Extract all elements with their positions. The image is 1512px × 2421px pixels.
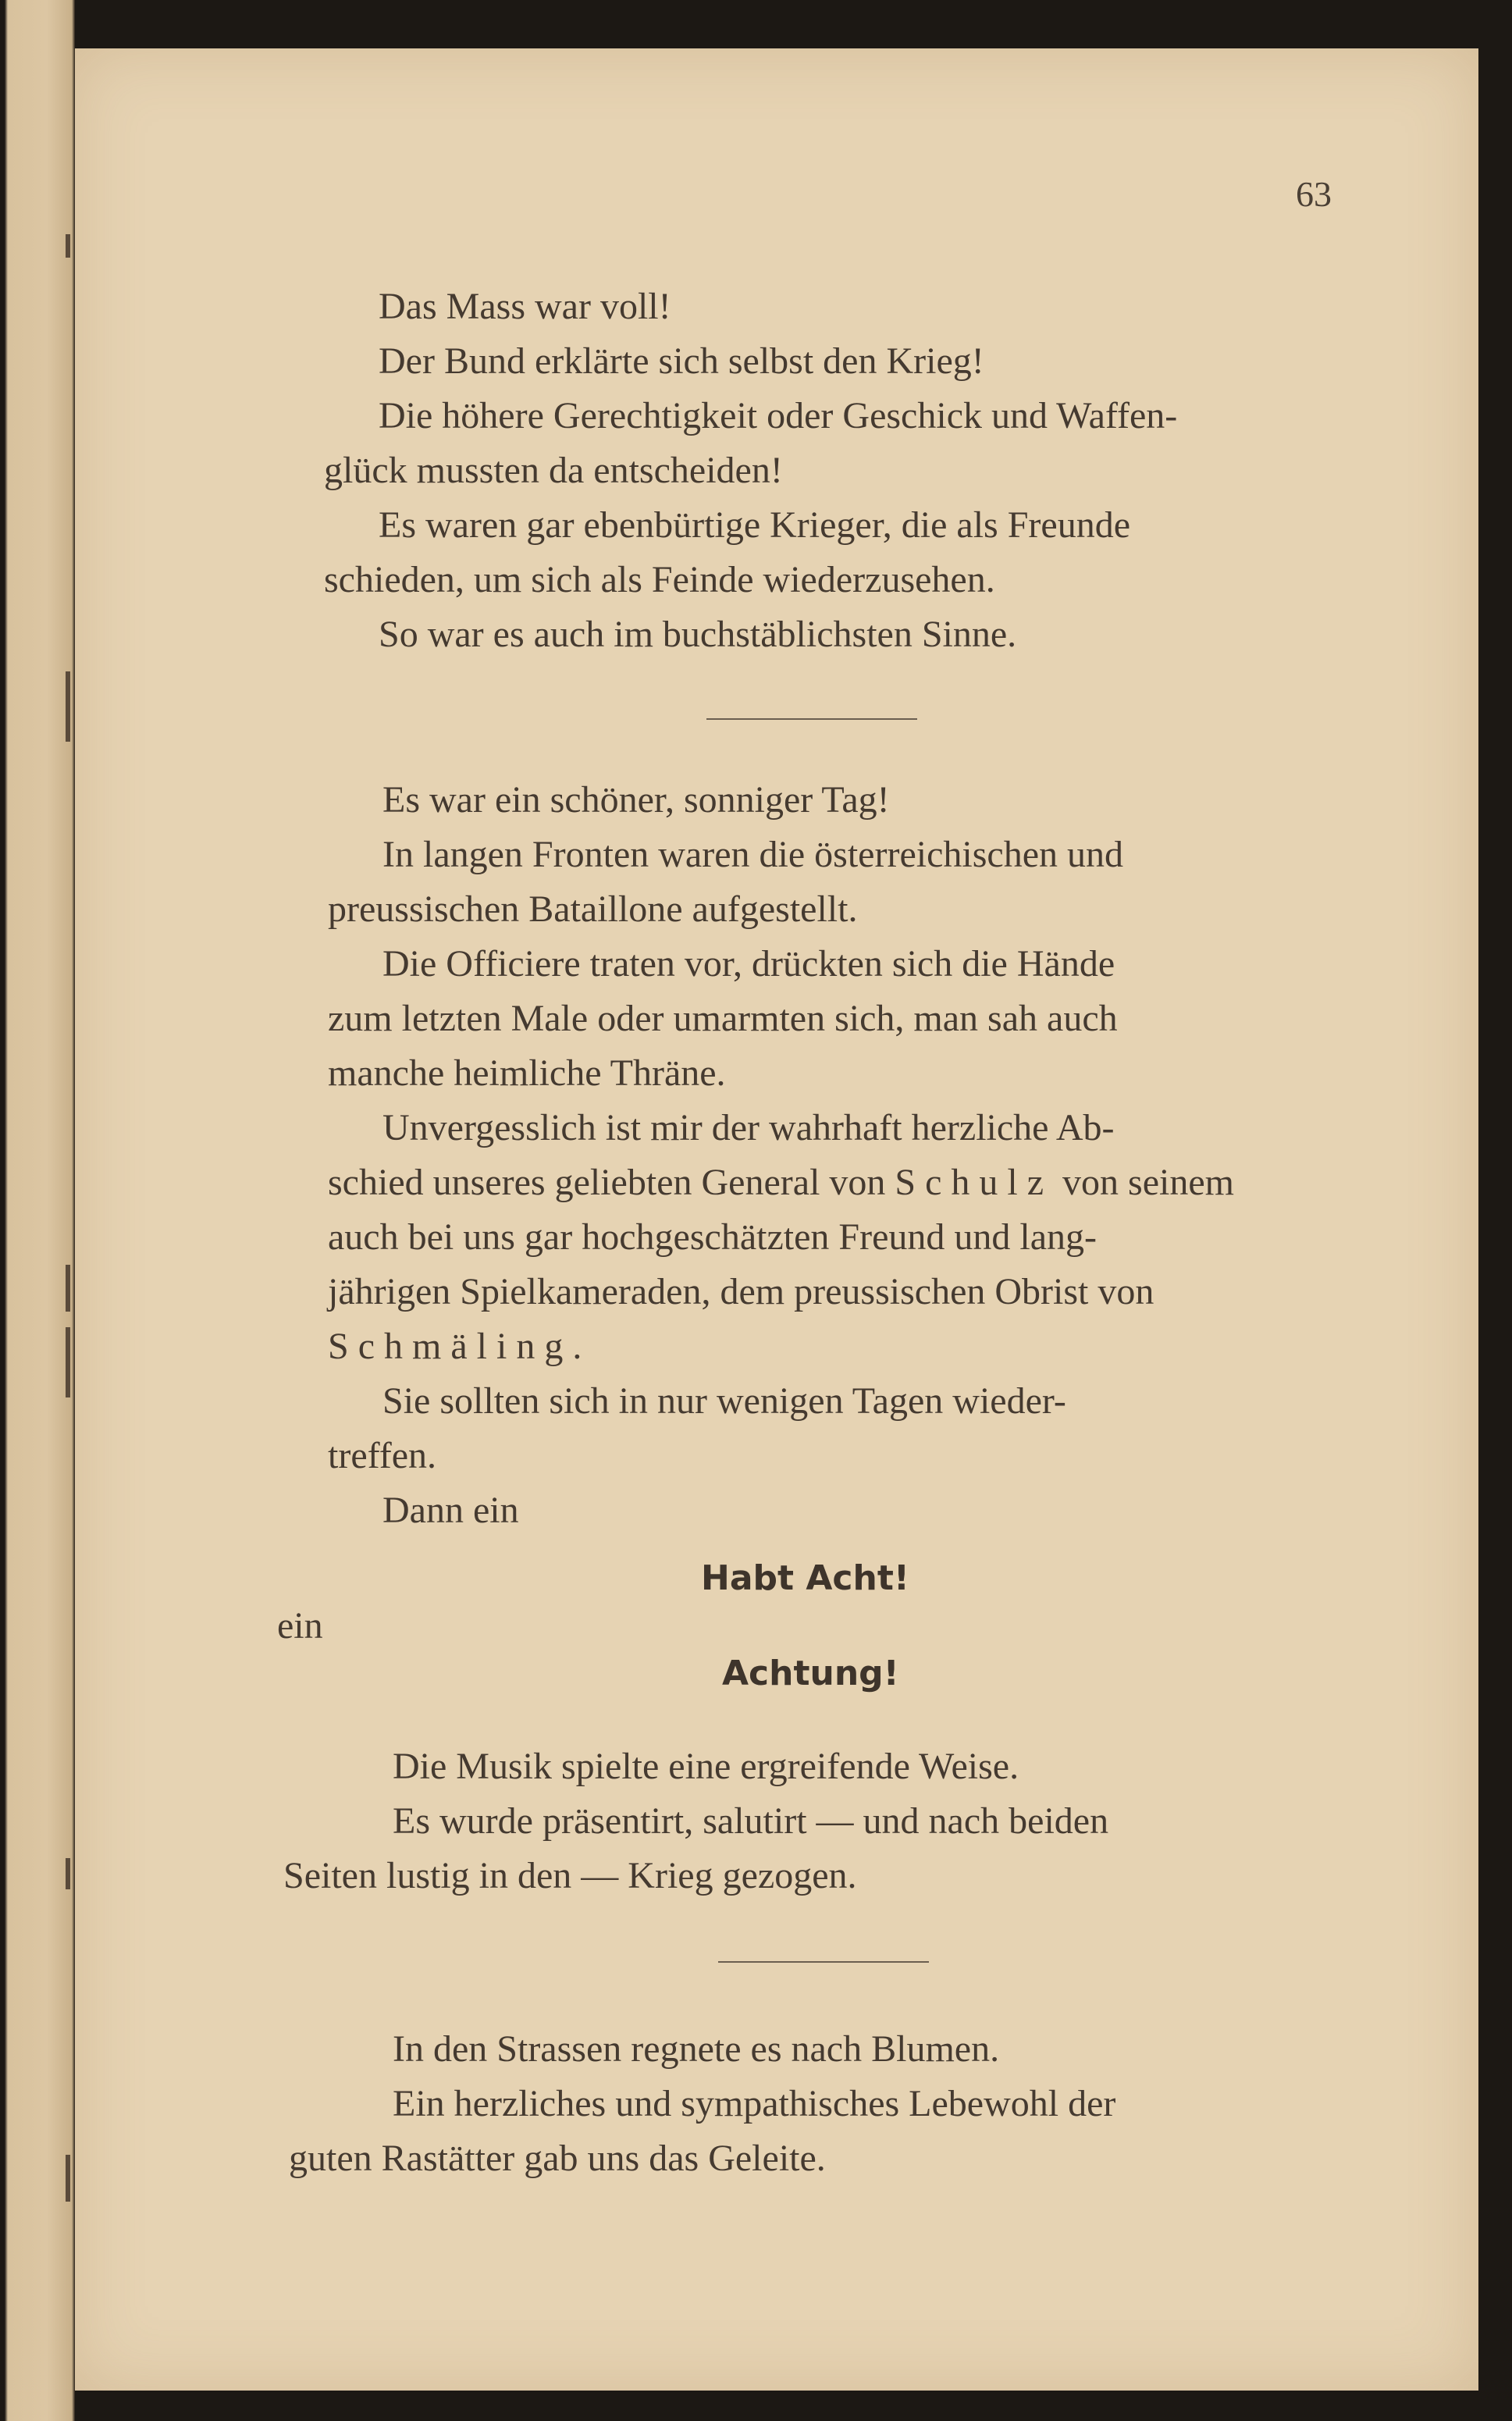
text-line: Die Officiere traten vor, drückten sich die Hände [382,943,1115,984]
text-line: In langen Fronten waren die österreichischen und [382,834,1124,875]
text-line: Es war ein schöner, sonniger Tag! [382,779,890,821]
text-segment: schied unseres geliebten General von [328,1162,886,1203]
text-line: zum letzten Male oder umarmten sich, man sah auch [328,998,1118,1039]
name-schulz: Schulz [895,1162,1054,1203]
text-segment: von seinem [1062,1162,1235,1203]
text-line: glück mussten da entscheiden! [324,450,783,491]
text-line: treffen. [328,1435,437,1476]
book-gutter [0,0,75,2421]
text-line: Die Musik spielte eine ergreifende Weise. [393,1746,1019,1787]
text-line: Sie sollten sich in nur wenigen Tagen wieder- [382,1380,1066,1422]
text-line: Ein herzliches und sympathisches Lebewohl der [393,2083,1116,2124]
section-divider [718,1961,929,1963]
text-line: Es wurde präsentirt, salutirt — und nach beiden [393,1800,1109,1842]
command-achtung: Achtung! [722,1654,899,1693]
text-line: Seiten lustig in den — Krieg gezogen. [283,1855,857,1896]
section-divider [706,718,917,720]
text-line: In den Strassen regnete es nach Blumen. [393,2028,1000,2070]
text-line: Es waren gar ebenbürtige Krieger, die als Freunde [379,504,1131,546]
name-schmaeling: Schmäling. [328,1326,592,1367]
text-line: auch bei uns gar hochgeschätzten Freund und lang- [328,1216,1098,1258]
text-line: Unvergesslich ist mir der wahrhaft herzliche Ab- [382,1107,1115,1148]
command-habt-acht: Habt Acht! [701,1558,909,1598]
text-line: manche heimliche Thräne. [328,1052,726,1094]
text-line: preussischen Bataillone aufgestellt. [328,888,858,930]
text-line: Dann ein [382,1490,519,1531]
text-line [328,1155,1234,1210]
text-line: guten Rastätter gab uns das Geleite. [289,2138,826,2179]
page-number: 63 [1296,174,1332,214]
text-line: Der Bund erklärte sich selbst den Krieg! [379,340,984,382]
text-line: ein [277,1605,323,1647]
text-line: Die höhere Gerechtigkeit oder Geschick und Waffen- [379,395,1178,436]
text-line: jährigen Spielkameraden, dem preussischen Obrist von [328,1271,1154,1312]
text-line: Das Mass war voll! [379,286,671,327]
text-line: schieden, um sich als Feinde wiederzusehen. [324,559,995,600]
text-line: So war es auch im buchstäblichsten Sinne. [379,614,1017,655]
